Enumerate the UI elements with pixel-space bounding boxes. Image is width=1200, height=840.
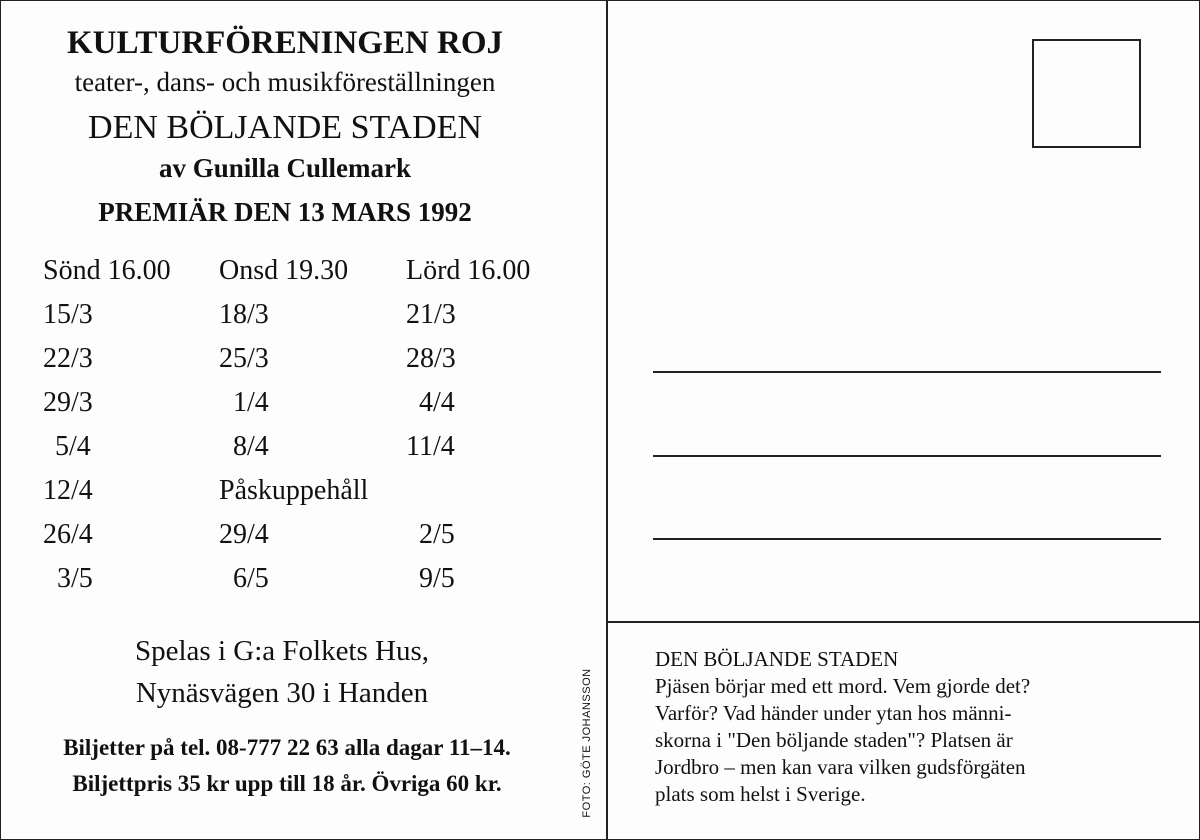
schedule-cell: 22/3: [43, 343, 93, 374]
address-line: [653, 538, 1161, 540]
schedule-cell: 9/5: [419, 563, 455, 594]
premiere-date: PREMIÄR DEN 13 MARS 1992: [98, 197, 472, 227]
schedule-cell: 15/3: [43, 299, 93, 330]
stamp-box: [1032, 39, 1141, 148]
author-line: av Gunilla Cullemark: [158, 153, 412, 183]
show-title: DEN BÖLJANDE STADEN: [88, 109, 482, 146]
description-title: DEN BÖLJANDE STADEN: [655, 647, 899, 671]
ticket-phone-info: Biljetter på tel. 08-777 22 63 alla dagar 11–14.: [63, 735, 511, 760]
schedule-cell: 4/4: [419, 387, 455, 418]
schedule-cell: 5/4: [55, 431, 91, 462]
schedule-header-saturday: Lörd 16.00: [406, 255, 531, 286]
schedule-cell: 25/3: [219, 343, 269, 374]
description-line: plats som helst i Sverige.: [655, 782, 866, 806]
schedule-cell: 29/3: [43, 387, 93, 418]
schedule-cell: 3/5: [57, 563, 93, 594]
schedule-header-sunday: Sönd 16.00: [43, 255, 171, 286]
ticket-price-info: Biljettpris 35 kr upp till 18 år. Övriga 60 kr.: [72, 771, 502, 796]
photo-credit: FOTO: GÖTE JOHANSSON: [581, 668, 593, 818]
schedule-break-note: Påskuppehåll: [219, 475, 369, 506]
description-line: Varför? Vad händer under ytan hos männi-: [655, 701, 1012, 725]
venue-address: Nynäsvägen 30 i Handen: [135, 677, 429, 709]
show-description: [655, 646, 1135, 808]
address-line: [653, 371, 1161, 373]
description-line: Jordbro – men kan vara vilken gudsförgäten: [655, 755, 1026, 779]
schedule-cell: 18/3: [219, 299, 269, 330]
show-subtitle: teater-, dans- och musikföreställningen: [74, 67, 496, 97]
description-line: Pjäsen börjar med ett mord. Vem gjorde det?: [655, 674, 1031, 698]
schedule-cell: 12/4: [43, 475, 93, 506]
horizontal-divider: [608, 621, 1199, 623]
schedule-cell: 21/3: [406, 299, 456, 330]
address-line: [653, 455, 1161, 457]
schedule-cell: 1/4: [233, 387, 269, 418]
vertical-divider: [606, 1, 608, 839]
schedule-header-wednesday: Onsd 19.30: [219, 255, 349, 286]
description-line: skorna i "Den böljande staden"? Platsen är: [655, 728, 1013, 752]
venue-line: Spelas i G:a Folkets Hus,: [134, 635, 430, 667]
schedule-cell: 29/4: [219, 519, 269, 550]
schedule-cell: 8/4: [233, 431, 269, 462]
schedule-cell: 2/5: [419, 519, 455, 550]
schedule-cell: 28/3: [406, 343, 456, 374]
schedule-cell: 11/4: [406, 431, 455, 462]
organization-name: KULTURFÖRENINGEN ROJ: [66, 25, 504, 61]
schedule-cell: 6/5: [233, 563, 269, 594]
schedule-cell: 26/4: [43, 519, 93, 550]
